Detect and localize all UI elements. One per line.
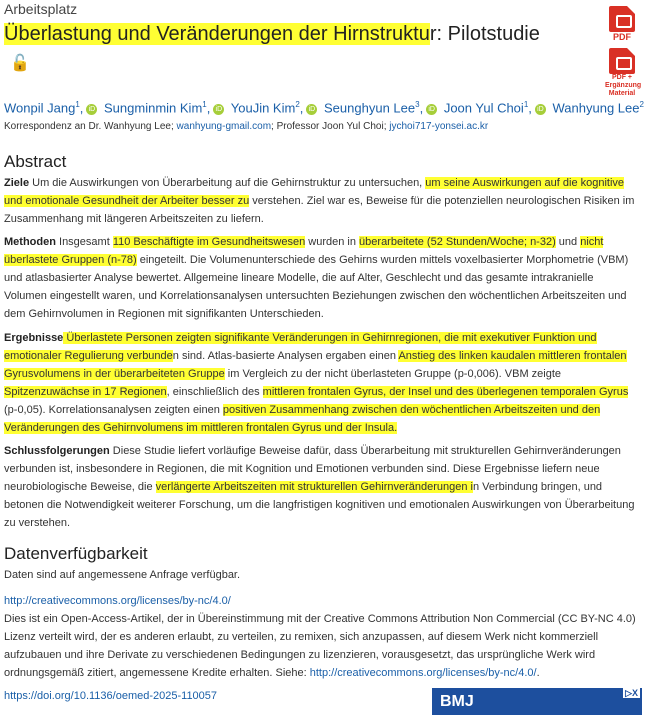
pdf-supplement-label: PDF + Ergänzung Material	[605, 74, 642, 97]
data-availability-text: Daten sind auf angemessene Anfrage verfügbar.	[4, 569, 241, 581]
pdf-label: PDF	[613, 32, 631, 42]
license-link-inline[interactable]: http://creativecommons.org/licenses/by-nc/4.0/	[309, 667, 537, 679]
pdf-icon	[609, 6, 635, 32]
author-link[interactable]: Wonpil Jang	[4, 100, 76, 116]
pdf-download-button[interactable]	[605, 6, 639, 42]
license-text: Dies ist ein Open-Access-Artikel, der in Übereinstimmung mit der Creative Commons Attribution Non Commercial (CC BY-NC 4.0) Lizenz verteilt wird, der es anderen erlaubt, zu verteilen, zu remixen, sich anzupassen, auf diesem Werk nicht kommerziell aufzubauen und ihre Derivate zu verschiedenen Bedingungen zu lizenzieren, vorausgesetzt, das ursprüngliche Werk wird ordnungsgemäß zitiert, angemessene Kredite erhalten. Siehe: http://creativecommons.org/licenses/by-nc/4.0/.	[4, 613, 636, 679]
abstract-conclusions: Schlussfolgerungen Diese Studie liefert vorläufige Beweise dafür, dass Überarbeitung mit strukturellen Gehirnveränderungen verbunden ist, insbesondere in Regionen, die mit Kognition und Emotionen verbunden sind. Diese Ergebnisse liefern neue neurobiologische Beweise, die verlängerte Arbeitszeiten mit strukturellen Gehirnveränderungen in Verbindung bringen, und betonen die Notwendigkeit weiterer Forschung, um die langfristigen kognitiven und emotionalen Auswirkungen von Überarbeitung zu verstehen.	[4, 445, 635, 529]
orcid-icon[interactable]: iD	[306, 104, 317, 115]
correspondence: Korrespondenz an Dr. Wanhyung Lee; wanhyung-gmail.com; Professor Joon Yul Choi; jychoi717-yonsei.ac.kr	[4, 121, 489, 132]
abstract-aims: Ziele Um die Auswirkungen von Überarbeitung auf die Gehirnstruktur zu untersuchen, um seine Auswirkungen auf die kognitive und emotionale Gesundheit der Arbeiter besser zu verstehen. Ziel war es, Beweise für die potenziellen neurologischen Risiken im Zusammenhang mit längeren Arbeitszeiten zu liefern.	[4, 177, 635, 225]
title-rest: r: Pilotstudie	[429, 23, 540, 45]
author-link[interactable]: Joon Yul Choi	[443, 100, 524, 116]
orcid-icon[interactable]: iD	[213, 104, 224, 115]
orcid-icon[interactable]: iD	[535, 104, 546, 115]
abstract-methods: Methoden Insgesamt 110 Beschäftigte im Gesundheitswesen wurden in überarbeitete (52 Stunden/Woche; n-32) und nicht überlastete Gruppen (n-78) eingeteilt. Die Volumenunterschiede des Gehirns wurden mittels voxelbasierter Morphometrie (VBM) und atlasbasierter Analyse bewertet. Allgemeine lineare Modelle, die auf Alter, Geschlecht und das gesamte intrakranielle Volumen eingestellt waren, und Korrelationsanalysen untersuchten Beziehungen zwischen den wöchentlichen Arbeitszeiten und dem Gehirnvolumen in Regionen mit signifikanten Unterschieden.	[4, 236, 629, 320]
author-link[interactable]: Seunghyun Lee	[324, 100, 416, 116]
doi-link[interactable]: https://doi.org/10.1136/oemed-2025-110057	[4, 690, 218, 702]
open-access-lock-icon: 🔓	[10, 55, 30, 72]
author-link[interactable]: Wanhyung Lee	[552, 100, 640, 116]
orcid-icon[interactable]: iD	[86, 104, 97, 115]
abstract-results: Ergebnisse Überlastete Personen zeigten signifikante Veränderungen in Gehirnregionen, die mit exekutiver Funktion und emotionaler Regulierung verbunden sind. Atlas-basierte Analysen ergaben einen Anstieg des linken kaudalen mittleren frontalen Gyrusvolumens in der überarbeiteten Gruppe im Vergleich zu der nicht überlasteten Gruppe (p-0,006). VBM zeigte Spitzenzuwächse in 17 Regionen, einschließlich des mittleren frontalen Gyrus, der Insel und des überlegenen temporalen Gyrus (p-0,05). Korrelationsanalysen zeigten einen positiven Zusammenhang zwischen den wöchentlichen Arbeitszeiten und den Veränderungen des Gehirnvolumens im mittleren frontalen Gyrus und der Insula.	[4, 332, 629, 434]
section-label: Arbeitsplatz	[4, 1, 78, 17]
author-link[interactable]: YouJin Kim	[230, 100, 296, 116]
pdf-icon	[609, 48, 635, 74]
license-link: http://creativecommons.org/licenses/by-nc/4.0/	[4, 595, 231, 607]
pdf-supplement-button[interactable]	[605, 48, 642, 98]
bmj-ad-banner[interactable]	[432, 688, 642, 715]
bmj-logo: BMJ	[440, 693, 474, 710]
orcid-icon[interactable]: iD	[426, 104, 437, 115]
author-link[interactable]: Sungminmin Kim	[104, 100, 203, 116]
email-link[interactable]: wanhyung-gmail.com	[176, 121, 272, 132]
abstract-heading: Abstract	[4, 152, 67, 171]
author-list: Wonpil Jang$^1$, iD Sungminmin Kim$^1$, iD YouJin Kim$^2$, iD Seunghyun Lee$^3$, iD Joon Yul Choi$^1$, iD Wanhyung Lee$^2$	[4, 100, 644, 116]
data-availability-heading: Datenverfügbarkeit	[4, 544, 148, 563]
email-link[interactable]: jychoi717-yonsei.ac.kr	[389, 121, 489, 132]
ad-close-icon[interactable]: ▷X	[625, 688, 638, 698]
title-highlight: Überlastung und Veränderungen der Hirnstruktu	[4, 23, 430, 45]
article-title	[4, 20, 564, 78]
